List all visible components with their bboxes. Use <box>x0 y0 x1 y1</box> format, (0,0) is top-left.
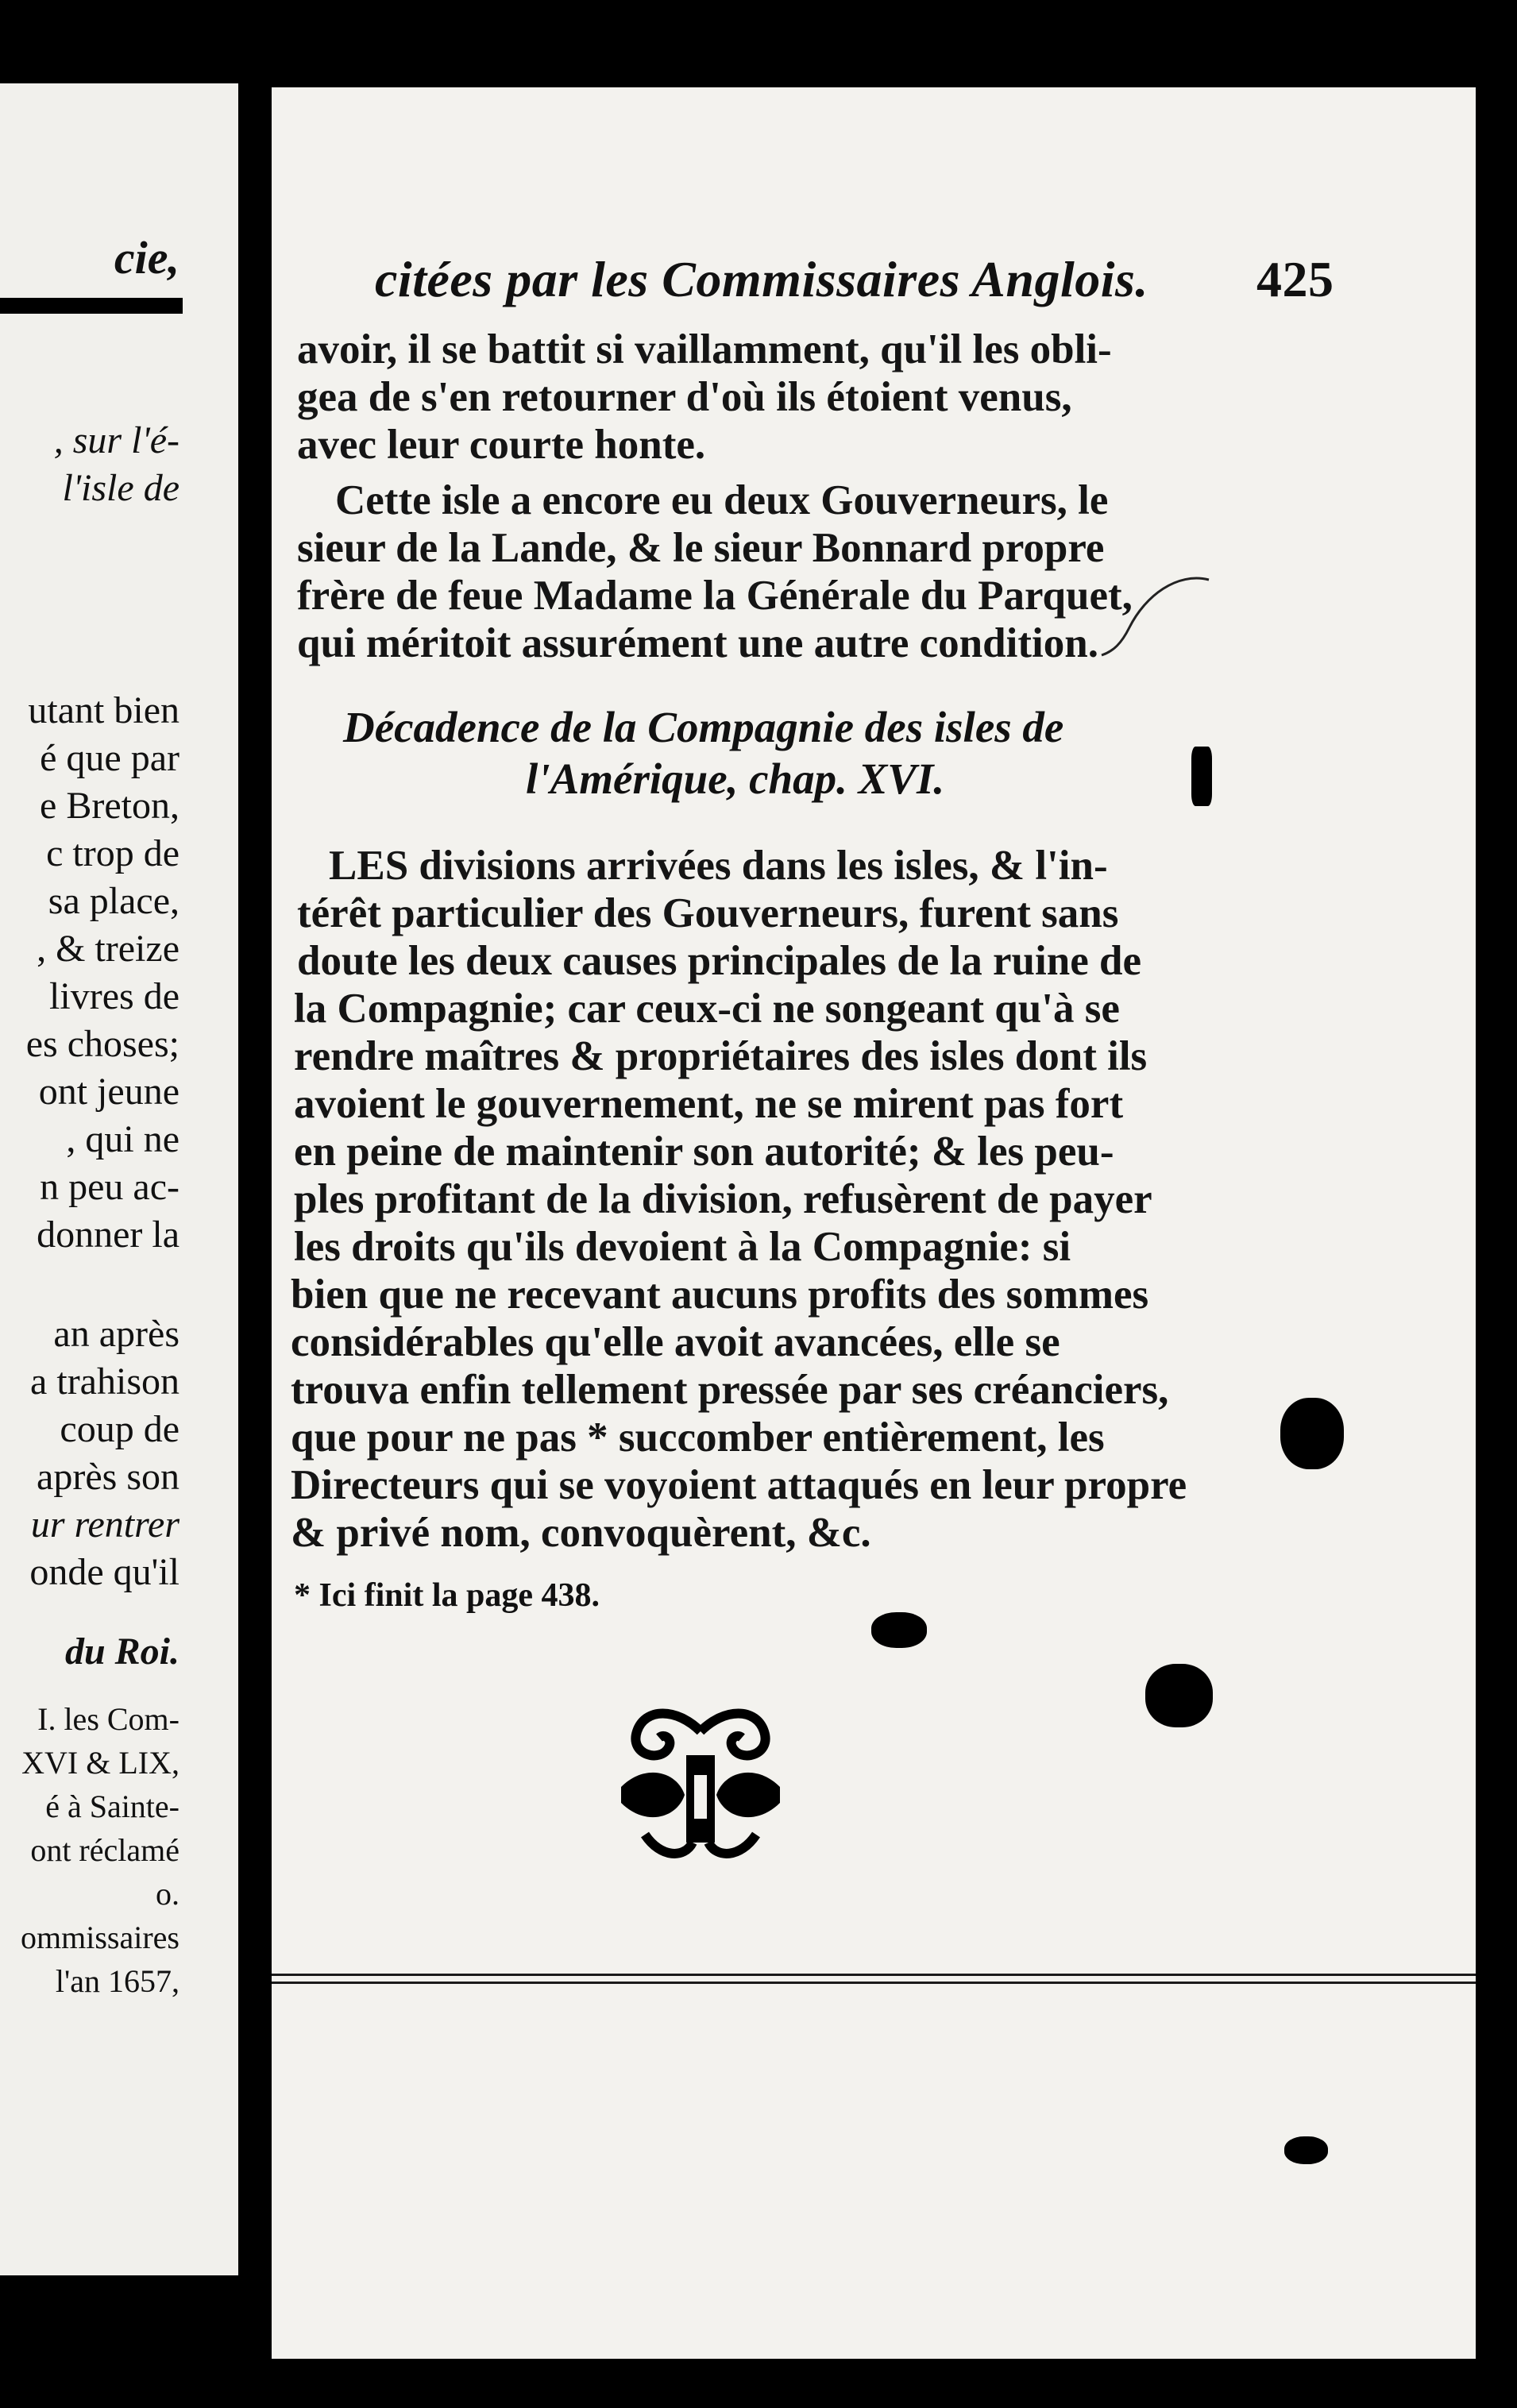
text-line: la Compagnie; car ceux-ci ne songeant qu'à se <box>294 986 1120 1032</box>
text-line: LES divisions arrivées dans les isles, & l'in- <box>329 843 1108 889</box>
text-line: en peine de maintenir son autorité; & les peu- <box>294 1129 1114 1175</box>
text-line: doute les deux causes principales de la ruine de <box>297 938 1142 984</box>
left-line-0: cie, <box>114 232 179 284</box>
scan-edge <box>1476 87 1517 2359</box>
left-line-11: ont jeune <box>38 1071 179 1113</box>
book-gutter <box>238 71 272 2295</box>
text-line: bien que ne recevant aucuns profits des sommes <box>291 1272 1149 1318</box>
left-line-24: é à Sainte- <box>45 1789 179 1824</box>
ornament-icon <box>597 1700 804 1866</box>
left-line-21: du Roi. <box>64 1630 179 1673</box>
text-line: avoir, il se battit si vaillamment, qu'il les obli- <box>297 326 1112 372</box>
text-line: que pour ne pas * succomber entièrement, les <box>291 1414 1105 1461</box>
text-line: térêt particulier des Gouverneurs, furent sans <box>297 890 1119 936</box>
text-line: Cette isle a encore eu deux Gouverneurs, le <box>335 477 1109 523</box>
text-line: qui méritoit assurément une autre condition. <box>297 620 1098 666</box>
left-line-8: , & treize <box>37 928 179 970</box>
running-head-title: citées par les Commissaires Anglois. <box>375 251 1148 307</box>
left-line-22: I. les Com- <box>37 1701 179 1737</box>
text-line: considérables qu'elle avoit avancées, elle se <box>291 1319 1060 1365</box>
left-line-27: ommissaires <box>21 1920 179 1955</box>
text-line: ples profitant de la division, refusèrent de payer <box>294 1176 1152 1222</box>
page-rule <box>272 1982 1476 1984</box>
text-line: trouva enfin tellement pressée par ses créanciers, <box>291 1367 1169 1413</box>
ink-stain <box>1284 2136 1328 2164</box>
left-line-17: coup de <box>60 1408 179 1450</box>
left-line-18: après son <box>37 1456 179 1498</box>
text-line: gea de s'en retourner d'où ils étoient venus, <box>297 374 1072 420</box>
left-line-3: utant bien <box>28 689 179 731</box>
footnote: * Ici finit la page 438. <box>294 1577 600 1614</box>
text-line: Directeurs qui se voyoient attaqués en leur propre <box>291 1462 1187 1508</box>
left-line-28: l'an 1657, <box>55 1963 179 1999</box>
left-line-7: sa place, <box>48 880 179 922</box>
left-line-16: a trahison <box>30 1360 179 1403</box>
section-heading-line: l'Amérique, chap. XVI. <box>526 754 945 803</box>
ink-stain <box>1280 1398 1344 1469</box>
text-line: frère de feue Madame la Générale du Parquet, <box>297 573 1133 619</box>
text-line: avec leur courte honte. <box>297 422 706 468</box>
left-line-2: l'isle de <box>62 467 179 509</box>
left-line-20: onde qu'il <box>29 1551 179 1593</box>
left-line-19: ur rentrer <box>30 1503 179 1546</box>
text-line: avoient le gouvernement, ne se mirent pas fort <box>294 1081 1124 1127</box>
text-line: rendre maîtres & propriétaires des isles dont ils <box>294 1033 1148 1079</box>
left-line-14: donner la <box>37 1214 179 1256</box>
left-line-10: es choses; <box>25 1023 179 1065</box>
section-heading-line: Décadence de la Compagnie des isles de <box>343 703 1064 751</box>
left-line-4: é que par <box>40 737 179 779</box>
left-line-26: o. <box>156 1876 179 1912</box>
text-line: & privé nom, convoquèrent, &c. <box>291 1510 871 1556</box>
previous-page-fragment <box>0 83 238 2275</box>
ink-stain <box>1145 1664 1213 1727</box>
pencil-mark <box>1098 564 1217 667</box>
left-line-9: livres de <box>49 975 179 1017</box>
left-line-6: c trop de <box>46 832 179 874</box>
left-line-25: ont réclamé <box>30 1832 179 1868</box>
ink-stain <box>1191 747 1212 806</box>
left-line-12: , qui ne <box>66 1118 179 1160</box>
text-line: sieur de la Lande, & le sieur Bonnard propre <box>297 525 1105 571</box>
page-rule <box>272 1974 1476 1976</box>
left-rule <box>0 298 183 314</box>
left-line-5: e Breton, <box>40 785 179 827</box>
book-page <box>272 87 1476 2359</box>
left-line-13: n peu ac- <box>40 1166 179 1208</box>
ink-stain <box>871 1612 927 1648</box>
left-line-15: an après <box>53 1313 179 1355</box>
left-line-1: , sur l'é- <box>53 419 179 461</box>
text-line: les droits qu'ils devoient à la Compagnie: si <box>294 1224 1071 1270</box>
running-head <box>375 250 1368 309</box>
page-number: 425 <box>1256 251 1334 307</box>
left-line-23: XVI & LIX, <box>21 1745 179 1781</box>
